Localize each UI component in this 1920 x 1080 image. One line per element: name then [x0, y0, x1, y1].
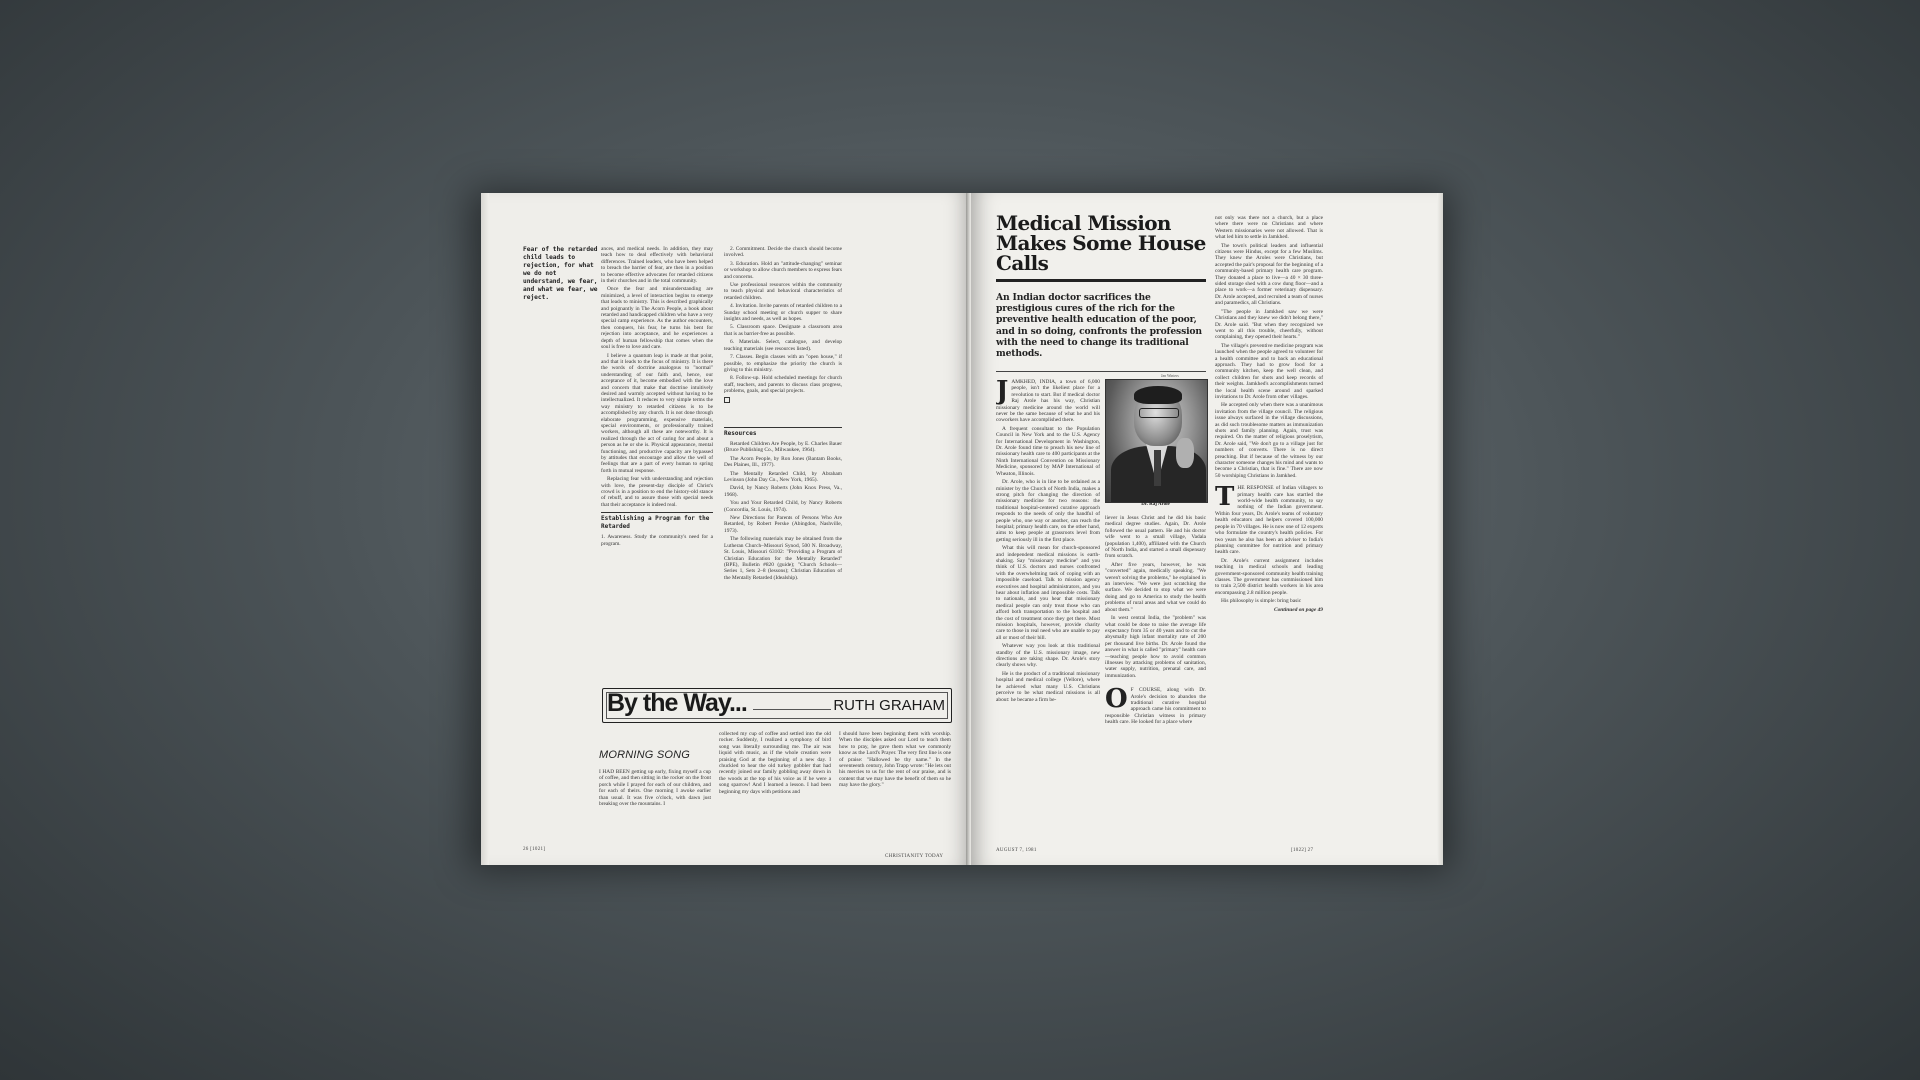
drop-cap: O — [1105, 684, 1128, 715]
paragraph: Replacing fear with understanding and rejection with love, the present-day disciple of Christ's crowd is in a position to end the history-old stance of rebuff, and to assure those with special needs that their acceptance is indeed real. — [601, 476, 713, 508]
page-edge — [1437, 193, 1443, 865]
article-column-c — [1215, 215, 1323, 851]
photo-glasses — [1139, 408, 1179, 418]
by-the-way-banner — [602, 688, 952, 723]
paragraph: "The people in Jamkhed saw we were Christians and they knew we didn't belong there," Dr. Arole said. "But when they recognized we went to all this trouble, cheerfully, without complaining, they opened their hearts." — [1215, 308, 1323, 341]
paragraph: His philosophy is simple: bring basic — [1221, 598, 1302, 605]
magazine-name: CHRISTIANITY TODAY — [885, 854, 944, 859]
paragraph: What this will mean for church-sponsored and independent medical missions is earth-shaking. Say "missionary medicine" and you think of U.S. doctors and nurses confronted with the overwhelming task of coping with an impossible caseload. Talk to mission agency executives and hospital administrators, and you hear about inflation and impossible costs. Talk to nationals, and you hear that missionary medical people can only treat those who can afford both transportation to the hospital and the cost of treatment once they get there. Most mission hospitals, however, provide charity care to those in real need who are unable to pay all or most of their bill. — [996, 545, 1100, 641]
article-deck: An Indian doctor sacrifices the prestigious cures of the rich for the preventive health education of the poor, and in so doing, confronts the profession with the need to change its traditional methods. — [996, 292, 1202, 360]
paragraph: The town's political leaders and influential citizens were Hindus, except for a few Muslims. They knew the Aroles were Christians, but accepted the pair's proposal for the beginning of a community-based primary health care program. They donated a place to live—a 40 × 30 three-sided storage shed with a cow dung floor—and a place to work—a former veterinary dispensary. Dr. Arole accepted, and recruited a team of nurses and paramedics, all Christians. — [1215, 242, 1323, 307]
list-item: 4. Invitation. Invite parents of retarded children to a Sunday school meeting or church supper to share insights and needs, as well as hopes. — [724, 303, 842, 323]
drop-cap: T — [1215, 482, 1235, 513]
photo-hair — [1134, 386, 1182, 404]
paragraph: He is the product of a traditional missionary hospital and medical college (Vellore), where he achieved what many U.S. Christians perceive to be what medical missions is all about: he became a firm be- — [996, 670, 1100, 703]
deck-rule — [996, 371, 1206, 372]
article-headline: Medical Mission Makes Some House Calls — [996, 211, 1206, 275]
column-title: By the Way... — [607, 689, 747, 717]
list-item: 5. Classroom space. Designate a classroom area that is as barrier-free as possible. — [724, 324, 842, 337]
headline-rule — [996, 279, 1206, 282]
list-item: Use professional resources within the community to teach physical and behavioral characteristics of retarded children. — [724, 282, 842, 301]
paragraph: Dr. Arole's current assignment includes teaching in medical schools and leading government-sponsored community health training classes. The government has commissioned him to train 2,500 district health workers in his area encompassing 2.8 million people. — [1215, 557, 1323, 596]
left-page — [481, 193, 971, 865]
photo-credit: Jan Winters — [1161, 374, 1179, 378]
paragraph: Dr. Arole, who is in line to be ordained as a minister by the Church of North India, makes a strong pitch for changing the direction of missionary medicine for two reasons: the traditional hospital-centered curative approach responds to the needs of only the handful of people who, one way or another, can reach the hospital; primary health care, on the other hand, aims to keep people at grassroots level from getting seriously ill in the first place. — [996, 479, 1100, 543]
photo-tie — [1154, 450, 1161, 486]
section-subhead: Establishing a Program for the Retarded — [601, 512, 713, 531]
banner-rule — [753, 709, 831, 710]
article-column-a — [996, 379, 1100, 849]
song-column-2 — [719, 731, 831, 855]
paragraph: I believe a quantum leap is made at that point, and that it leads to the focus of ministry. It is there the words of doctrine analogous to "normal" understanding of our faith and, hence, our acceptance of it, become embodied with the love and concern that make that doctrine intuitively desired and warmly accepted without having to be intellectualized. It reduces to very simple terms the way ministry to retarded citizens is to be accomplished by any church. It is not done through elaborate programming, expensive materials, special environments, or professionally trained workers, although all these are noteworthy. It is realized through the act of caring for and about a person as he or she is. Physical appearance, mental functioning, and productive capacity are bypassed by attitudes that encourage and allow the well of feelings that are a part of every human to spring forth in mutual response. — [601, 352, 713, 474]
portrait-photo — [1105, 379, 1208, 503]
paragraph: I should have been beginning them with worship. When the disciples asked our Lord to teach them how to pray, he gave them what we commonly know as the Lord's Prayer. The very first line is one of praise: "Hallowed be thy name." In the seventeenth century, John Trapp wrote: "He lets out his mercies to us for the rent of our praise, and is content that we may have the benefit of them so he may have the glory." — [839, 731, 951, 789]
list-item: 8. Follow-up. Hold scheduled meetings for church staff, teachers, and parents to discuss class progress, problems, goals, and special projects. — [724, 375, 842, 395]
article-column-1 — [601, 246, 713, 586]
song-column-1 — [599, 769, 711, 853]
song-column-3 — [839, 731, 951, 855]
resource-item: Retarded Children Are People, by E. Charles Bauer (Bruce Publishing Co., Milwaukee, 1964). — [724, 441, 842, 454]
resource-item: The following materials may be obtained from the Lutheran Church–Missouri Synod, 500 N. Broadway, St. Louis, Missouri 63102: "Providing a Program of Christian Education for the Mentally Retarded" (BPE), Bulletin #820 (guide); "Church Schools—Series 1, Sets 2–8 (lessons); Christian Education of the Mentally Retarded (Idealship). — [724, 536, 842, 581]
paragraph: Once the fear and misunderstanding are minimized, a level of interaction begins to emerge that leads to ministry. This is described graphically and poignantly in The Acorn People, a book about retarded and handicapped children who have a very special camp experience. As the author encounters, then conquers, his fear, he turns his bent for rejection into acceptance, and he experiences a depth of human fellowship that comes when the soul is free to love and care. — [601, 286, 713, 351]
paragraph: HE RESPONSE of Indian villagers to primary health care has startled the world-wide health community, to say nothing of the Indian government. Within four years, Dr. Arole's teams of voluntary health educators and helpers covered 100,000 people in 70 villages. He is now one of 12 experts who formulate the country's health policies. For two years he also has been an adviser to India's planning committee for nutrition and primary health care. — [1215, 485, 1323, 556]
photo-caption: Dr. Raj Arole — [1141, 502, 1170, 507]
piece-title: MORNING SONG — [599, 749, 691, 761]
resources-heading: Resources — [724, 427, 842, 438]
paragraph: I HAD BEEN getting up early, fixing myself a cup of coffee, and then sitting in the rocker on the front porch while I prayed for each of our children, and for each of theirs. One morning I awoke earlier than usual. It was five o'clock, with dawn just breaking over the mountains. I — [599, 769, 711, 808]
photo-hand — [1176, 438, 1194, 468]
list-item: 6. Materials. Select, catalogue, and develop teaching materials (see resources listed). — [724, 339, 842, 352]
paragraph: The village's preventive medicine program was launched when the people agreed to volunteer for a health committee and to back an educational approach. They had to grow food for a community kitchen, keep the well clean, and collect children for shots and keep records of their weights. Jamkhed's accomplishments turned the local health scene around and sparked invitations to Dr. Arole from other villages. — [1215, 342, 1323, 400]
continued-note: Continued on page 49 — [1274, 606, 1323, 613]
list-item: 3. Education. Hold an "attitude-changing" seminar or workshop to allow church members to express fears and concerns. — [724, 260, 842, 280]
paragraph: F COURSE, along with Dr. Arole's decision to abandon the traditional curative hospital approach came his commitment to responsible Christian witness in primary health care. He looked for a place where — [1105, 687, 1206, 726]
end-mark-icon — [724, 397, 730, 403]
paragraph: In west central India, the "problem" was what could be done to raise the average life expectancy from 35 or 40 years and to cut the abysmally high infant mortality rate of 200 per thousand live births. Dr. Arole found the answer in what is called "primary" health care—teaching people how to avoid common illnesses by attacking problems of sanitation, water supply, nutrition, prenatal care, and immunization. — [1105, 615, 1206, 679]
paragraph: collected my cup of coffee and settled into the old rocker. Suddenly, I realized a symphony of bird song was literally surrounding me. The air was liquid with music, as if the whole creation were praising God at the beginning of a new day. I chuckled to hear the old turkey gobbler that had recently joined our family gobbling away down in the woods at the top of his voice as if he were a song sparrow! And I learned a lesson. I had been beginning my days with petitions and — [719, 731, 831, 795]
paragraph: not only was there not a church, but a place where there were no Christians and where Western missionaries were not allowed. That is what led him to settle in Jamkhed. — [1215, 215, 1323, 241]
resource-item: The Mentally Retarded Child, by Abraham Levinson (John Day Co., New York, 1965). — [724, 470, 842, 484]
paragraph: He accepted only when there was a unanimous invitation from the village council. The religious issue always surfaced in the village discussions, as did such troublesome matters as immunization shots and family planning. Again, trust was required. On the matter of religious proselytism, Dr. Arole said, "We don't go to a village just for numbers of converts. There is no direct preaching. But if because of the witness by our character someone changes his mind and wants to become a Christian, that is fine." There are now 50 worshiping Christians in Jamkhed. — [1215, 402, 1323, 479]
paragraph: ances, and medical needs. In addition, they may teach how to deal effectively with behavioral differences. Trained leaders, who have been helped to breach the barrier of fear, are then in a position to become effective advocates for retarded citizens in their churches and in the total community. — [601, 246, 713, 285]
issue-date: AUGUST 7, 1981 — [996, 848, 1037, 853]
resources-column — [724, 423, 842, 683]
page-edge — [481, 193, 489, 865]
resource-item: You and Your Retarded Child, by Nancy Roberts (Concordia, St. Louis, 1974). — [724, 500, 842, 513]
right-page — [971, 193, 1443, 865]
column-author: RUTH GRAHAM — [833, 697, 945, 714]
paragraph: Whatever way you look at this traditional standby of the U.S. missionary image, new directions are taking shape. Dr. Arole's story clearly shows why. — [996, 643, 1100, 669]
article-column-2 — [724, 246, 842, 416]
paragraph: After five years, however, he was "converted" again, medically speaking. "We weren't solving the problems," he explained in an interview. "We were just scratching the surface. We decided to stop what we were doing and go to America to study the health problems of rural areas and what we could do about them." — [1105, 561, 1206, 613]
paragraph: A frequent consultant to the Population Council in New York and to the U.S. Agency for International Development in Washington, Dr. Arole found time to preach his new line of missionary health care to 400 participants at the Ninth International Convention on Missionary Medicine, sponsored by MAP International of Wheaton, Illinois. — [996, 425, 1100, 477]
page-number: 26 [1021] — [523, 847, 546, 852]
resource-item: The Acorn People, by Ron Jones (Bantam Books, Des Plaines, Ill., 1977). — [724, 455, 842, 469]
paragraph: AMKHED, INDIA, a town of 6,000 people, isn't the likeliest place for a revolution to start. But if medical doctor Raj Arole has his way, Christian missionary medicine around the world will never be the same because of what he and his coworkers have accomplished there. — [996, 379, 1100, 424]
drop-cap: J — [996, 379, 1009, 406]
pull-quote: Fear of the retarded child leads to rejection, for what we do not understand, we fear, and what we fear, we reject. — [523, 246, 598, 301]
paragraph: 1. Awareness. Study the community's need for a program. — [601, 534, 713, 547]
resource-item: New Directions for Parents of Persons Who Are Retarded, by Robert Perske (Abingdon, Nashville, 1973). — [724, 515, 842, 534]
list-item: 2. Commitment. Decide the church should become involved. — [724, 246, 842, 259]
list-item: 7. Classes. Begin classes with an "open house," if possible, to emphasize the priority the church is giving to this ministry. — [724, 354, 842, 373]
article-column-b — [1105, 515, 1206, 849]
resource-item: David, by Nancy Roberts (John Knox Press, Va., 1968). — [724, 485, 842, 498]
paragraph: liever in Jesus Christ and he did his basic medical degree studies. Again, Dr. Arole followed the usual pattern. He and his doctor wife went to a small village, Vadala (population 1,400), affiliated with the Church of North India, and started a small dispensary from scratch. — [1105, 515, 1206, 560]
page-number: [1022] 27 — [1291, 848, 1314, 853]
